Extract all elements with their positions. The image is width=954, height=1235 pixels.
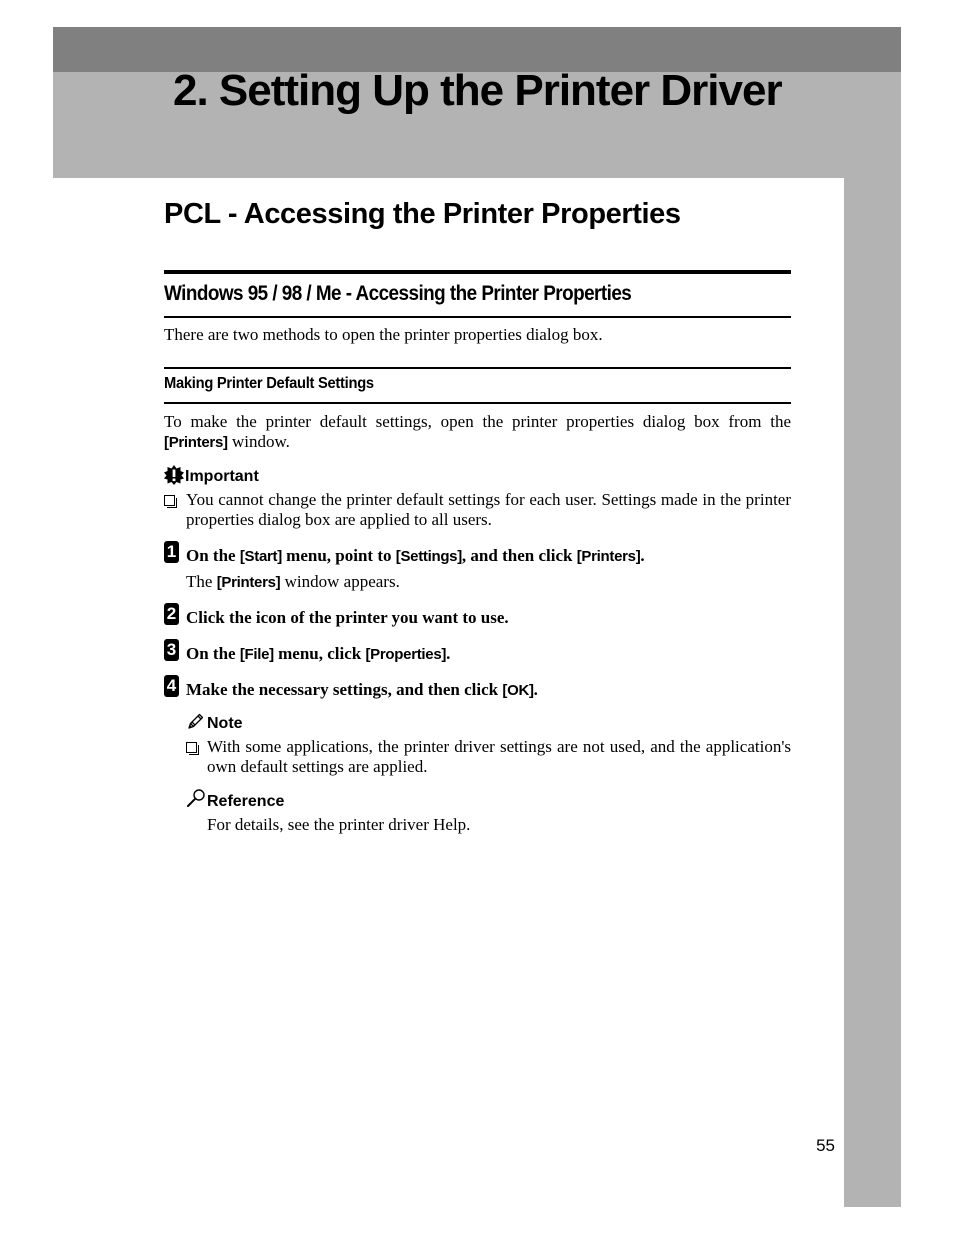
step-text: . bbox=[446, 644, 451, 663]
note-pencil-icon bbox=[186, 712, 205, 731]
ui-term-printers: [Printers] bbox=[164, 434, 228, 451]
ui-term-settings: [Settings] bbox=[395, 548, 462, 565]
note-item: With some applications, the printer driver settings are not used, and the application's own default settings are applied. bbox=[207, 737, 791, 776]
step-text: menu, point to bbox=[281, 546, 396, 565]
important-label: Important bbox=[185, 468, 259, 485]
chapter-title: 2. Setting Up the Printer Driver bbox=[173, 66, 782, 115]
ui-term-properties: [Properties] bbox=[365, 646, 447, 663]
important-icon bbox=[164, 465, 184, 485]
step-1-result bbox=[186, 572, 400, 593]
step-2-text: Click the icon of the printer you want to use. bbox=[186, 608, 509, 627]
step-text: . bbox=[533, 680, 538, 699]
subsub-rule-bottom bbox=[164, 402, 791, 404]
subsection-title: Windows 95 / 98 / Me - Accessing the Printer Properties bbox=[164, 282, 632, 305]
note-label: Note bbox=[207, 715, 243, 732]
step-text: . bbox=[640, 546, 645, 565]
step-text: On the bbox=[186, 546, 240, 565]
step-1-text bbox=[186, 546, 645, 566]
subsub-rule-top bbox=[164, 367, 791, 369]
subsection-rule bbox=[164, 316, 791, 318]
step-text: On the bbox=[186, 644, 240, 663]
section-rule-thick bbox=[164, 270, 791, 274]
ui-term-start: [Start] bbox=[239, 548, 282, 565]
ui-term-printers: [Printers] bbox=[576, 548, 641, 565]
paragraph-text: To make the printer default settings, open the printer properties dialog box from the bbox=[164, 412, 791, 431]
paragraph-default-settings bbox=[164, 412, 791, 453]
result-text: The bbox=[186, 572, 217, 591]
page-number: 55 bbox=[816, 1136, 835, 1155]
step-text: , and then click bbox=[461, 546, 577, 565]
important-item: You cannot change the printer default settings for each user. Settings made in the printer properties dialog box are applied to all users. bbox=[186, 490, 791, 529]
section-title: PCL - Accessing the Printer Properties bbox=[164, 198, 681, 230]
result-text-end: window appears. bbox=[280, 572, 400, 591]
step-4-number: 4 bbox=[164, 675, 179, 697]
paragraph-text-end: window. bbox=[227, 432, 290, 451]
checkbox-icon bbox=[164, 495, 175, 506]
step-text: Make the necessary settings, and then click bbox=[186, 680, 503, 699]
subsub-title: Making Printer Default Settings bbox=[164, 375, 374, 392]
reference-magnifier-icon bbox=[186, 788, 206, 808]
reference-text: For details, see the printer driver Help. bbox=[207, 815, 471, 834]
step-text: menu, click bbox=[273, 644, 366, 663]
ui-term-ok: [OK] bbox=[502, 682, 534, 699]
ui-term-file: [File] bbox=[239, 646, 274, 663]
step-3-text bbox=[186, 644, 450, 664]
reference-label: Reference bbox=[207, 793, 285, 810]
step-4-text bbox=[186, 680, 538, 700]
intro-text: There are two methods to open the printer properties dialog box. bbox=[164, 325, 603, 344]
step-2-number: 2 bbox=[164, 603, 179, 625]
checkbox-icon bbox=[186, 742, 197, 753]
ui-term-printers: [Printers] bbox=[216, 574, 281, 591]
side-tab-band bbox=[844, 178, 901, 1207]
step-1-number: 1 bbox=[164, 541, 179, 563]
step-3-number: 3 bbox=[164, 639, 179, 661]
